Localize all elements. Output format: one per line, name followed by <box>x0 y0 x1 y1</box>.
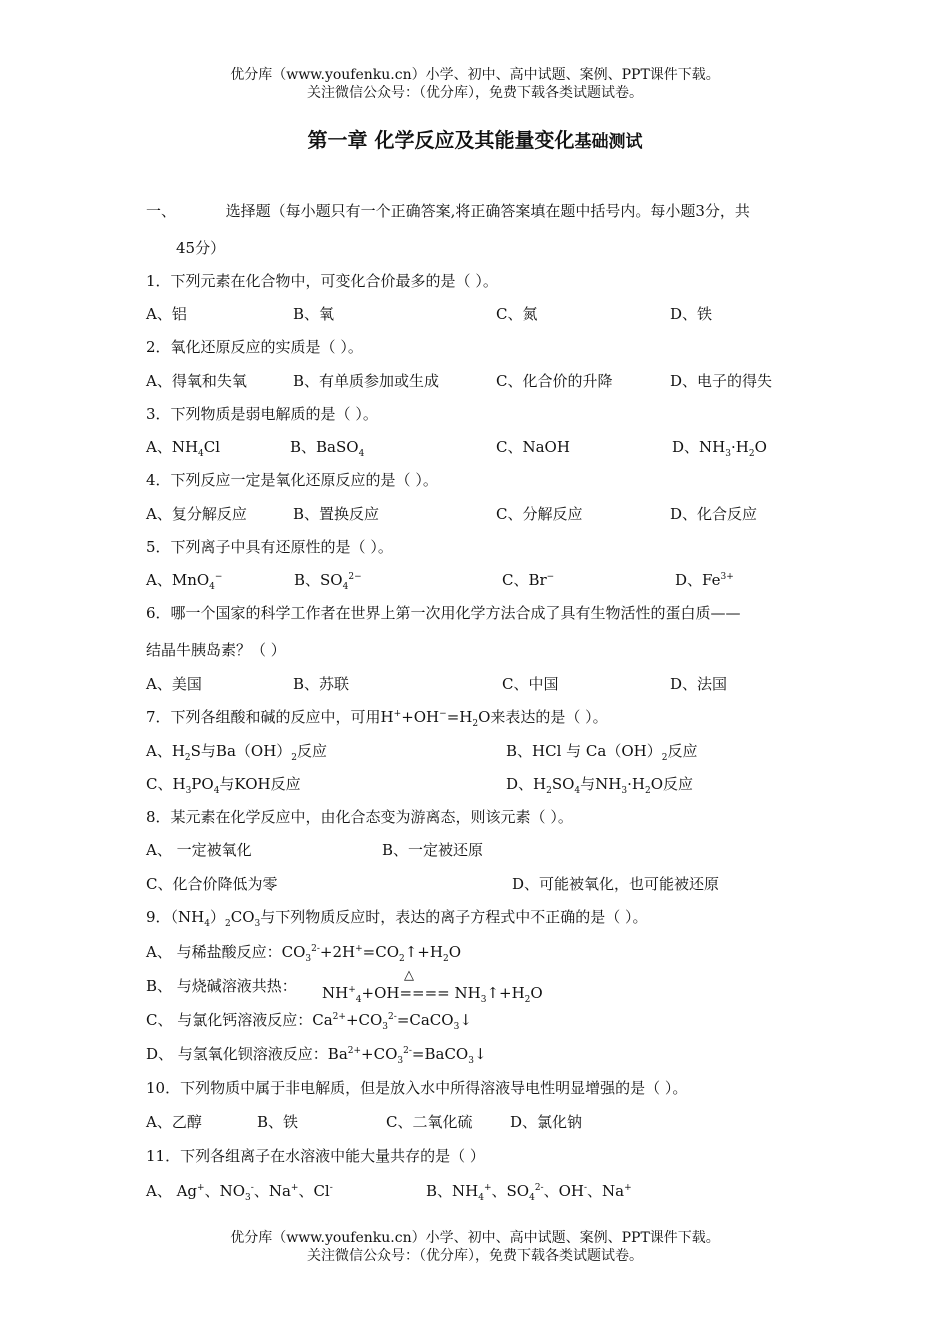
q7-option-c <box>146 773 301 796</box>
q7-sup-minus: − <box>439 709 447 719</box>
q11-b-sup1: + <box>483 1183 492 1193</box>
q3-b-sub: 4 <box>358 449 365 459</box>
q8-option-c: C、化合价降低为零 <box>146 875 278 893</box>
q9-b-sub3: 3 <box>480 995 487 1005</box>
q6-option-b: B、苏联 <box>293 675 350 693</box>
q9-c4: ↓ <box>459 1011 472 1029</box>
q7-a2: S与Ba（OH） <box>190 742 292 760</box>
q4-option-b: B、置换反应 <box>293 505 380 523</box>
title-main: 第一章 化学反应及其能量变化 <box>307 128 575 152</box>
q9-a-sup-plus: + <box>355 944 363 954</box>
q4-option-c: C、分解反应 <box>496 505 583 523</box>
q11-a4: 、Cl <box>298 1182 330 1200</box>
q9-b3: +OH==== <box>361 984 450 1002</box>
q9-a5: O <box>448 943 461 961</box>
question-5: 5．下列离子中具有还原性的是（ ）。 <box>146 538 393 556</box>
q7-a3: 反应 <box>297 742 328 760</box>
q3-d-sub3: 3 <box>725 449 731 459</box>
q7-d-sub2: 2 <box>546 786 552 796</box>
q7-c-sub4: 4 <box>213 786 220 796</box>
q9-option-d <box>146 1043 487 1066</box>
q9-t2: ） <box>209 908 225 926</box>
q10-option-d: D、氯化钠 <box>510 1113 583 1131</box>
q9-b-sup: + <box>348 985 356 995</box>
q9-a-sub2: 2 <box>399 954 405 964</box>
q3-a-1: A、NH <box>146 438 199 456</box>
q7-a1: A、H <box>146 742 185 760</box>
question-6-line-2: 结晶牛胰岛素？（ ） <box>146 641 286 659</box>
q7-t3: =H <box>446 708 473 726</box>
page-header <box>0 66 950 102</box>
page-title <box>0 124 950 153</box>
q5-b-sup: 2− <box>348 572 362 582</box>
q1-option-c: C、氮 <box>496 305 538 323</box>
q7-c3: 与KOH反应 <box>219 775 301 793</box>
q7-option-b <box>506 740 697 763</box>
question-1: 1．下列元素在化合物中，可变化合价最多的是（ ）。 <box>146 272 498 290</box>
q6-option-c: C、中国 <box>502 675 559 693</box>
q7-option-a <box>146 740 327 763</box>
q7-option-d <box>506 773 693 796</box>
q7-c2: PO <box>191 775 214 793</box>
q5-option-c <box>502 569 554 590</box>
q3-d-3: O <box>754 438 767 456</box>
q7-b2: 反应 <box>667 742 698 760</box>
q2-option-a: A、得氧和失氧 <box>146 372 247 390</box>
q8-option-a: A、 一定被氧化 <box>146 841 252 859</box>
question-7 <box>146 706 608 729</box>
q7-a-sub-b: 2 <box>291 753 298 763</box>
q9-c3: =CaCO <box>396 1011 454 1029</box>
q11-b-sup2: 2- <box>534 1183 544 1193</box>
q9-d4: ↓ <box>473 1045 487 1063</box>
q11-b-sub4: 4 <box>478 1193 484 1203</box>
q7-c-sub3: 3 <box>185 786 192 796</box>
q10-option-a: A、乙醇 <box>146 1113 202 1131</box>
q9-d-sup: 2+ <box>347 1046 362 1056</box>
q3-d-1: D、NH <box>672 438 726 456</box>
q7-d5: O反应 <box>650 775 694 793</box>
q9-d-sub3: 3 <box>397 1056 404 1066</box>
question-3: 3．下列物质是弱电解质的是（ ）。 <box>146 405 378 423</box>
q7-t2: +OH <box>401 708 440 726</box>
q1-option-d: D、铁 <box>670 305 713 323</box>
q9-option-b-label: B、 与烧碱溶液共热： <box>146 977 297 995</box>
q11-a-sub3: 3 <box>245 1193 251 1203</box>
q11-option-b <box>426 1180 632 1203</box>
header-line-1: 优分库（www.youfenku.cn）小学、初中、高中试题、案例、PPT课件下载。 <box>230 67 720 83</box>
q9-c-sup: 2+ <box>332 1012 346 1022</box>
header-line-2: 关注微信公众号：（优分库），免费下载各类试题试卷。 <box>307 85 643 101</box>
q2-option-d: D、电子的得失 <box>670 372 773 390</box>
q9-b2: NH <box>322 984 349 1002</box>
q3-a-sub: 4 <box>198 449 204 459</box>
q4-option-a: A、复分解反应 <box>146 505 247 523</box>
q10-option-c: C、二氧化硫 <box>386 1113 473 1131</box>
q5-option-d <box>675 569 734 590</box>
q9-d1: D、 与氢氧化钡溶液反应：Ba <box>146 1045 348 1063</box>
question-2: 2．氧化还原反应的实质是（ ）。 <box>146 338 363 356</box>
q3-option-a <box>146 436 220 459</box>
q11-b3: 、OH <box>543 1182 584 1200</box>
q9-d-sub3b: 3 <box>468 1056 474 1066</box>
q9-a4: ↑+H <box>404 943 443 961</box>
q5-b-sub: 4 <box>342 582 349 592</box>
q1-option-b: B、氧 <box>293 305 335 323</box>
question-11: 11．下列各组离子在水溶液中能大量共存的是（ ） <box>146 1147 485 1165</box>
q3-d-2: ·H <box>730 438 749 456</box>
q4-option-d: D、化合反应 <box>670 505 758 523</box>
q7-sup-plus: + <box>393 709 402 719</box>
q11-a-sup3: + <box>290 1183 299 1193</box>
q5-a-sub: 4 <box>209 582 215 592</box>
q9-c1: C、 与氯化钙溶液反应：Ca <box>146 1011 333 1029</box>
heat-triangle-icon: △ <box>404 968 414 983</box>
q9-b4: NH <box>449 984 481 1002</box>
q3-b-1: B、BaSO <box>290 438 359 456</box>
q6-option-d: D、法国 <box>670 675 728 693</box>
q7-d-sub2b: 2 <box>644 786 651 796</box>
section-text-2: 45分） <box>176 239 226 257</box>
q8-option-d: D、可能被氧化，也可能被还原 <box>512 875 720 893</box>
q7-b-sub: 2 <box>661 753 668 763</box>
q9-c-sub3: 3 <box>382 1022 389 1032</box>
q7-d-sub3: 3 <box>621 786 628 796</box>
q9-a-sub2b: 2 <box>442 954 449 964</box>
q9-c-sub3b: 3 <box>453 1022 460 1032</box>
q11-b-sup4: + <box>624 1183 632 1193</box>
section-number: 一、 <box>146 202 177 220</box>
q9-d2: +CO <box>361 1045 398 1063</box>
q9-a-sup: 2- <box>311 944 320 954</box>
question-6: 6．哪一个国家的科学工作者在世界上第一次用化学方法合成了具有生物活性的蛋白质—— <box>146 604 741 622</box>
q9-d3: =BaCO <box>411 1045 469 1063</box>
q11-b2: 、SO <box>491 1182 530 1200</box>
q9-sub3: 3 <box>254 919 261 929</box>
q5-c-1: C、Br <box>502 571 547 589</box>
q8-option-b: B、一定被还原 <box>382 841 484 859</box>
q3-option-c: C、NaOH <box>496 438 570 456</box>
q2-option-b: B、有单质参加或生成 <box>293 372 440 390</box>
q9-option-b <box>322 984 543 1005</box>
q7-d4: ·H <box>627 775 645 793</box>
q5-b-1: B、SO <box>294 571 343 589</box>
q11-b1: B、NH <box>426 1182 479 1200</box>
q5-a-1: A、MnO <box>146 571 210 589</box>
q7-d1: D、H <box>506 775 547 793</box>
q9-t3: CO <box>230 908 255 926</box>
q3-d-sub2: 2 <box>748 449 755 459</box>
q5-d-sup: 3+ <box>720 572 734 582</box>
footer-line-2: 关注微信公众号：（优分库），免费下载各类试题试卷。 <box>307 1248 643 1264</box>
section-text: 选择题（每小题只有一个正确答案,将正确答案填在题中括号内。每小题3分，共 <box>225 202 750 220</box>
q11-b4: 、Na <box>587 1182 625 1200</box>
q7-d2: SO <box>551 775 575 793</box>
q3-option-b <box>290 436 364 459</box>
q7-t1: 7．下列各组酸和碱的反应中，可用H <box>146 708 394 726</box>
section-heading <box>146 200 750 221</box>
q1-option-a: A、铝 <box>146 305 187 323</box>
question-8: 8．某元素在化学反应中，由化合态变为游离态，则该元素（ ）。 <box>146 808 573 826</box>
q11-a-sup2: - <box>250 1183 254 1193</box>
q3-a-2: Cl <box>203 438 221 456</box>
q11-option-a <box>146 1180 333 1203</box>
q7-sub2: 2 <box>472 719 479 729</box>
q11-a1: A、 Ag <box>146 1182 198 1200</box>
q9-option-c <box>146 1009 472 1032</box>
footer-line-1: 优分库（www.youfenku.cn）小学、初中、高中试题、案例、PPT课件下载。 <box>230 1230 720 1246</box>
title-suffix: 基础测试 <box>574 132 643 152</box>
q9-b-sub2: 2 <box>524 995 531 1005</box>
q9-b6: O <box>530 984 543 1002</box>
q9-b-sub4: 4 <box>355 995 362 1005</box>
q9-b5: ↑+H <box>486 984 525 1002</box>
q11-b-sup3: - <box>584 1183 588 1193</box>
question-4: 4．下列反应一定是氧化还原反应的是（ ）。 <box>146 471 438 489</box>
q7-c1: C、H <box>146 775 186 793</box>
q11-a3: 、Na <box>253 1182 291 1200</box>
q7-d3: 与NH <box>580 775 622 793</box>
q11-a-sup4: - <box>329 1183 333 1193</box>
q5-option-b <box>294 569 362 592</box>
q9-t4: 与下列物质反应时，表达的离子方程式中不正确的是（ ）。 <box>260 908 648 926</box>
question-10: 10．下列物质中属于非电解质，但是放入水中所得溶液导电性明显增强的是（ ）。 <box>146 1079 688 1097</box>
q3-option-d <box>672 436 767 459</box>
q9-option-a <box>146 941 461 964</box>
q7-d-sub4: 4 <box>574 786 581 796</box>
q9-d-sup2m: 2- <box>403 1046 412 1056</box>
q11-a2: 、NO <box>204 1182 246 1200</box>
q11-b-sub4b: 4 <box>529 1193 535 1203</box>
q11-a-sup1: + <box>197 1183 205 1193</box>
q5-d-1: D、Fe <box>675 571 721 589</box>
q9-c-sup2m: 2- <box>388 1012 397 1022</box>
q5-c-sup: − <box>546 572 555 582</box>
q9-a2: +2H <box>319 943 356 961</box>
q9-a3: =CO <box>362 943 399 961</box>
q2-option-c: C、化合价的升降 <box>496 372 613 390</box>
q9-c2: +CO <box>345 1011 383 1029</box>
q9-a1: A、 与稀盐酸反应：CO <box>146 943 306 961</box>
q5-a-sup: − <box>214 572 223 582</box>
q9-a-sub3: 3 <box>305 954 312 964</box>
question-9 <box>146 906 648 929</box>
q9-sub2: 2 <box>225 919 231 929</box>
page-footer <box>0 1229 950 1265</box>
q9-sub4: 4 <box>204 919 210 929</box>
q6-option-a: A、美国 <box>146 675 202 693</box>
q9-t1: 9．（NH <box>146 908 205 926</box>
q7-a-sub: 2 <box>184 753 191 763</box>
q10-option-b: B、铁 <box>257 1113 299 1131</box>
q5-option-a <box>146 569 222 592</box>
q7-b1: B、HCl 与 Ca（OH） <box>506 742 662 760</box>
q7-t4: O来表达的是（ ）。 <box>478 708 608 726</box>
